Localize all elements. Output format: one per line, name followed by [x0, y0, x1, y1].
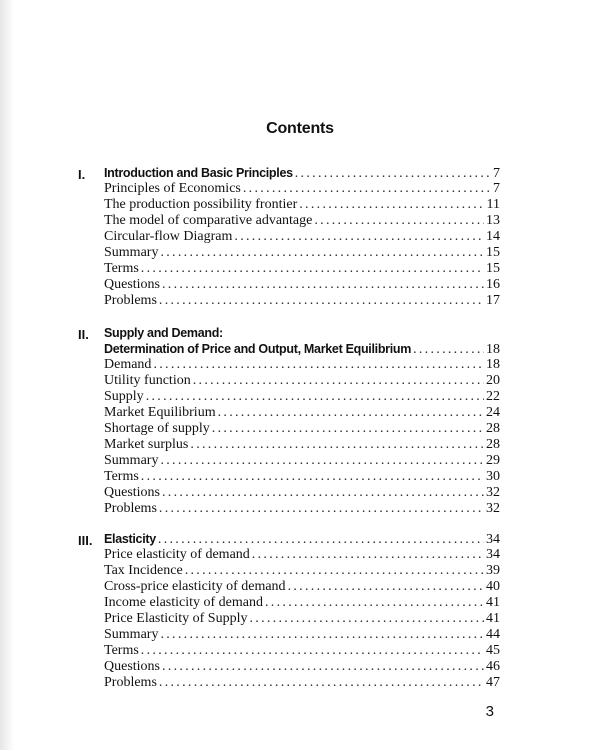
page-ref: 40 [486, 579, 500, 594]
section-number: III. [78, 533, 93, 548]
toc-entry[interactable] [104, 389, 500, 405]
dot-leader [141, 261, 484, 277]
dot-leader [265, 595, 484, 611]
section-heading-label: Elasticity [104, 532, 156, 546]
toc-entry[interactable] [104, 277, 500, 293]
entry-label: Problems [104, 501, 157, 516]
toc-entry[interactable] [104, 293, 500, 309]
entry-label: Problems [104, 675, 157, 690]
page-ref: 18 [486, 342, 500, 357]
page-ref: 44 [486, 627, 500, 642]
page-ref: 41 [486, 595, 500, 610]
page-ref: 7 [493, 166, 500, 181]
page-ref: 32 [486, 501, 500, 516]
dot-leader [159, 293, 484, 309]
section-number: II. [78, 327, 89, 342]
entry-label: Utility function [104, 373, 191, 388]
dot-leader [162, 659, 484, 675]
toc-entry[interactable] [104, 245, 500, 261]
page-ref: 39 [486, 563, 500, 578]
toc-entry[interactable] [104, 405, 500, 421]
entry-label: Circular-flow Diagram [104, 229, 233, 244]
toc-entry[interactable] [104, 563, 500, 579]
page-title: Contents [266, 120, 334, 137]
page-ref: 29 [486, 453, 500, 468]
page-ref: 47 [486, 675, 500, 690]
toc-entry[interactable] [104, 229, 500, 245]
toc-entry[interactable] [104, 501, 500, 517]
entry-label: Cross-price elasticity of demand [104, 579, 286, 594]
page-ref: 30 [486, 469, 500, 484]
toc-entry[interactable] [104, 373, 500, 389]
toc-entry[interactable] [104, 547, 500, 563]
dot-leader [159, 501, 484, 517]
toc-entry[interactable] [104, 675, 500, 691]
dot-leader [159, 675, 484, 691]
entry-label: Summary [104, 245, 159, 260]
page-binding-edge [0, 0, 14, 750]
page-ref: 34 [486, 532, 500, 547]
section-heading-label: Supply and Demand: [104, 326, 223, 340]
dot-leader [160, 245, 484, 261]
dot-leader [141, 469, 484, 485]
entry-label: The production possibility frontier [104, 197, 298, 212]
entry-label: Terms [104, 469, 139, 484]
entry-label: Principles of Economics [104, 181, 241, 196]
dot-leader [158, 532, 484, 548]
toc-entry[interactable] [104, 659, 500, 675]
dot-leader [299, 197, 484, 213]
dot-leader [146, 389, 484, 405]
toc-entry[interactable] [104, 469, 500, 485]
entry-label: Tax Incidence [104, 563, 183, 578]
page-ref: 11 [486, 197, 500, 212]
page-ref: 18 [486, 357, 500, 372]
dot-leader [193, 373, 484, 389]
page-ref: 15 [486, 261, 500, 276]
dot-leader [295, 166, 491, 182]
toc-entry[interactable] [104, 421, 500, 437]
toc-entry[interactable] [104, 213, 500, 229]
page-ref: 28 [486, 437, 500, 452]
entry-label: Questions [104, 485, 160, 500]
toc-entry[interactable] [104, 611, 500, 627]
page-ref: 13 [486, 213, 500, 228]
dot-leader [190, 437, 484, 453]
toc-entry[interactable] [104, 579, 500, 595]
page-ref: 17 [486, 293, 500, 308]
toc-entry[interactable] [104, 261, 500, 277]
dot-leader [243, 181, 491, 197]
section-number: I. [78, 167, 86, 182]
entry-label: The model of comparative advantage [104, 213, 313, 228]
dot-leader [185, 563, 484, 579]
dot-leader [162, 277, 484, 293]
dot-leader [153, 357, 484, 373]
toc-entry[interactable] [104, 357, 500, 373]
page-ref: 46 [486, 659, 500, 674]
entry-label: Summary [104, 453, 159, 468]
dot-leader [252, 547, 484, 563]
page-ref: 24 [486, 405, 500, 420]
entry-label: Demand [104, 357, 152, 372]
page-ref: 41 [486, 611, 500, 626]
dot-leader [413, 342, 484, 358]
toc-entry[interactable] [104, 595, 500, 611]
entry-label: Price elasticity of demand [104, 547, 250, 562]
section-heading-label: Introduction and Basic Principles [104, 166, 293, 180]
dot-leader [160, 453, 484, 469]
toc-section-heading-line1 [104, 325, 500, 341]
dot-leader [141, 643, 484, 659]
toc-section-heading[interactable] [104, 531, 500, 547]
entry-label: Price Elasticity of Supply [104, 611, 248, 626]
entry-label: Problems [104, 293, 157, 308]
entry-label: Terms [104, 261, 139, 276]
entry-label: Questions [104, 659, 160, 674]
page-ref: 22 [486, 389, 500, 404]
page-ref: 15 [486, 245, 500, 260]
page-ref: 28 [486, 421, 500, 436]
toc-section-heading[interactable] [104, 165, 500, 181]
toc-entry[interactable] [104, 627, 500, 643]
toc-section-heading[interactable] [104, 341, 500, 357]
page-ref: 34 [486, 547, 500, 562]
toc-entry[interactable] [104, 453, 500, 469]
toc-entry[interactable] [104, 643, 500, 659]
dot-leader [212, 421, 484, 437]
page-ref: 14 [486, 229, 500, 244]
dot-leader [160, 627, 484, 643]
entry-label: Shortage of supply [104, 421, 210, 436]
dot-leader [218, 405, 484, 421]
page-ref: 7 [493, 181, 500, 196]
dot-leader [288, 579, 484, 595]
entry-label: Market surplus [104, 437, 189, 452]
entry-label: Income elasticity of demand [104, 595, 263, 610]
page-ref: 20 [486, 373, 500, 388]
toc-entry[interactable] [104, 437, 500, 453]
page-ref: 45 [486, 643, 500, 658]
dot-leader [234, 229, 484, 245]
dot-leader [162, 485, 484, 501]
entry-label: Questions [104, 277, 160, 292]
toc-entry[interactable] [104, 181, 500, 197]
dot-leader [314, 213, 484, 229]
dot-leader [249, 611, 484, 627]
section-heading-label: Determination of Price and Output, Market Equilibrium [104, 342, 412, 356]
page-ref: 32 [486, 485, 500, 500]
entry-label: Summary [104, 627, 159, 642]
toc-entry[interactable] [104, 197, 500, 213]
page-ref: 16 [486, 277, 500, 292]
entry-label: Supply [104, 389, 144, 404]
toc-entry[interactable] [104, 485, 500, 501]
page-number: 3 [485, 703, 494, 720]
entry-label: Market Equilibrium [104, 405, 216, 420]
entry-label: Terms [104, 643, 139, 658]
